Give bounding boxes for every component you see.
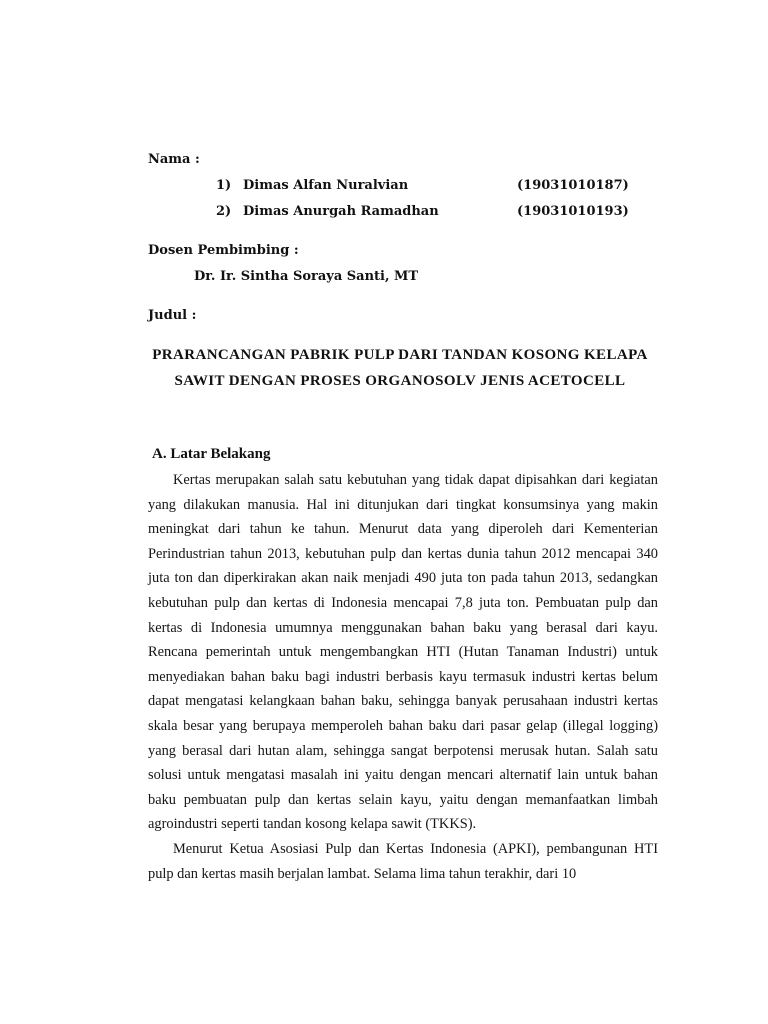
paragraph-1: Kertas merupakan salah satu kebutuhan yang tidak dapat dipisahkan dari kegiatan yang dilakukan manusia. Hal ini ditunjukan dari tingkat konsumsinya yang makin meningkat dari tahun ke tahun. Menurut data yang diperoleh dari Kementerian Perindustrian tahun 2013, kebutuhan pulp dan kertas dunia tahun 2012 mencapai 340 juta ton dan diperkirakan akan naik menjadi 490 juta ton pada tahun 2013, sedangkan kebutuhan pulp dan kertas di Indonesia mencapai 7,8 juta ton. Pembuatan pulp dan kertas di Indonesia umumnya menggunakan bahan baku yang berasal dari kayu. Rencana pemerintah untuk mengembangkan HTI (Hutan Tanaman Industri) untuk menyediakan bahan baku bagi industri berbasis kayu termasuk industri kertas belum dapat mengatasi kelangkaan bahan baku, sehingga banyak perusahaan industri kertas skala besar yang berupaya memperoleh bahan baku dari pasar gelap (illegal logging) yang berasal dari hutan alam, sehingga sangat berpotensi merusak hutan. Salah satu solusi untuk mengatasi masalah ini yaitu dengan mencari alternatif lain untuk bahan baku pembuatan pulp dan kertas selain kayu, yaitu dengan memanfaatkan limbah agroindustri seperti tandan kosong kelapa sawit (TKKS). <box>148 472 658 833</box>
nama-label: Nama : <box>148 152 200 167</box>
author-2-number: 2) <box>216 204 232 219</box>
title-line-1: PRARANCANGAN PABRIK PULP DARI TANDAN KOSONG KELAPA <box>152 347 648 363</box>
author-1-id: (19031010187) <box>517 178 629 193</box>
author-1-number: 1) <box>216 178 232 193</box>
body-text <box>148 468 658 886</box>
author-1-name: Dimas Alfan Nuralvian <box>243 178 409 193</box>
judul-label: Judul : <box>148 308 197 323</box>
dosen-label: Dosen Pembimbing : <box>148 243 299 258</box>
title-line-2: SAWIT DENGAN PROSES ORGANOSOLV JENIS ACETOCELL <box>174 373 626 389</box>
dosen-name: Dr. Ir. Sintha Soraya Santi, MT <box>194 269 419 284</box>
paragraph-2: Menurut Ketua Asosiasi Pulp dan Kertas Indonesia (APKI), pembangunan HTI pulp dan kertas masih berjalan lambat. Selama lima tahun terakhir, dari 10 <box>148 840 658 882</box>
author-2-id: (19031010193) <box>517 204 629 219</box>
author-2-name: Dimas Anurgah Ramadhan <box>243 204 439 219</box>
section-heading: A. Latar Belakang <box>152 446 271 462</box>
